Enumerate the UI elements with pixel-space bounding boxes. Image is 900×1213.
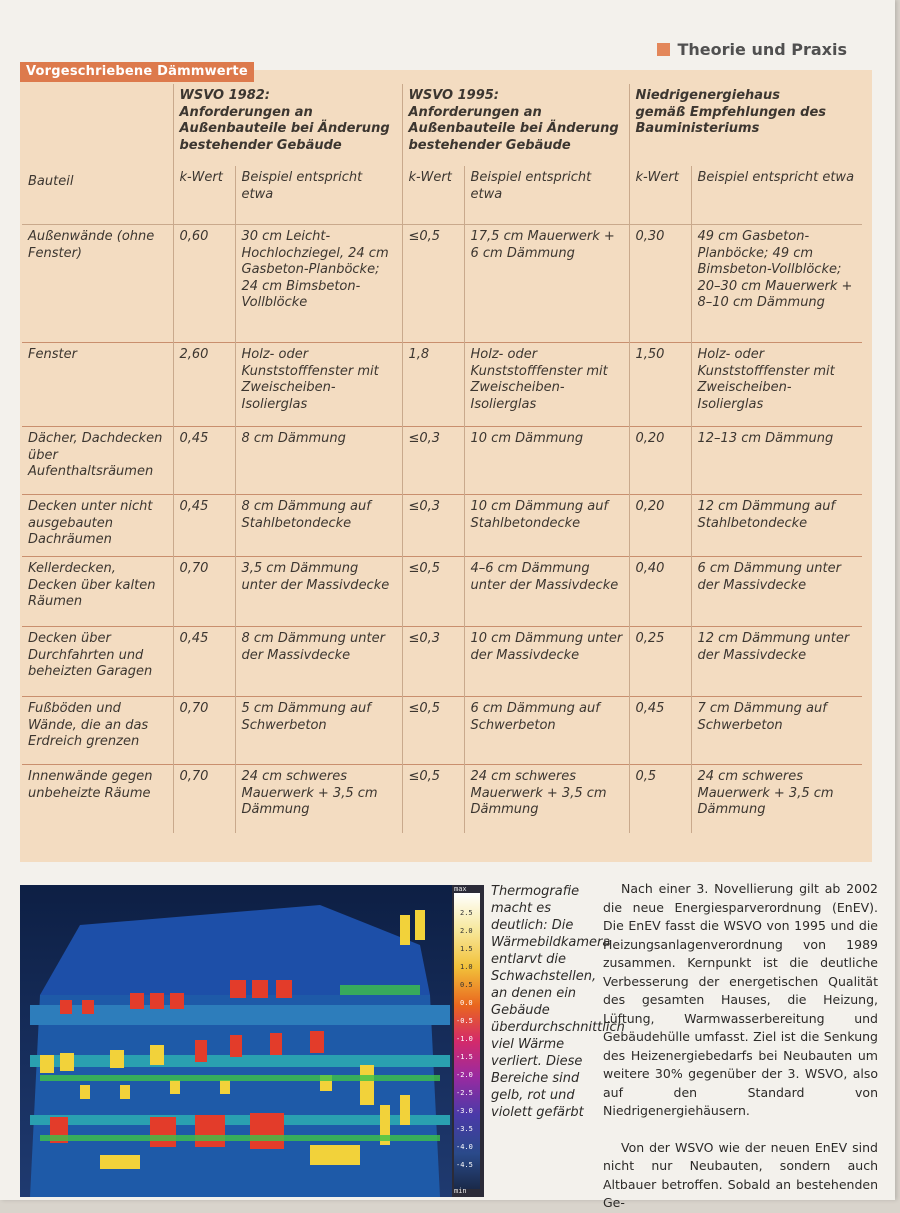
group-header-wsvo-1995: WSVO 1995: Anforderungen an Außenbauteile bei Änderung bestehender Gebäude [402,84,629,166]
row-kwert-1982: 0,70 [173,697,235,765]
scale-min-label: min [454,1187,467,1195]
row-beispiel-neh: 12–13 cm Dämmung [691,427,862,495]
row-beispiel-1982: Holz- oder Kunststofffenster mit Zweischeiben-Isolierglas [235,343,402,427]
column-header-beispiel-2: Beispiel entspricht etwa [464,166,629,225]
table-row [22,765,862,833]
scale-tick: 1.0 [460,963,473,971]
photo-caption: Thermografie macht es deutlich: Die Wärmebildkamera entlarvt die Schwachstellen, an denen ein Gebäude überdurchschnittlich viel Wärme verliert. Diese Bereiche sind gelb, rot und violett gefärbt [491,884,625,1120]
scale-tick: -2.0 [456,1071,473,1079]
row-bauteil: Decken unter nicht ausgebauten Dachräumen [22,495,173,557]
row-beispiel-1982: 5 cm Dämmung auf Schwerbeton [235,697,402,765]
row-kwert-1995: ≤0,3 [402,427,464,495]
row-kwert-1995: ≤0,5 [402,557,464,627]
group-header-niedrigenergiehaus: Niedrigenergiehaus gemäß Empfehlungen des Bauministeriums [629,84,862,166]
scale-tick: -3.0 [456,1107,473,1115]
row-bauteil: Innenwände gegen unbeheizte Räume [22,765,173,833]
section-header-text: Theorie und Praxis [677,40,847,59]
insulation-table [22,84,862,833]
table-row [22,225,862,343]
scale-tick: -4.0 [456,1143,473,1151]
scale-tick: -3.5 [456,1125,473,1133]
table-row [22,495,862,557]
row-beispiel-neh: 24 cm schweres Mauerwerk + 3,5 cm Dämmung [691,765,862,833]
row-kwert-neh: 0,40 [629,557,691,627]
row-kwert-1982: 0,45 [173,427,235,495]
row-beispiel-1982: 8 cm Dämmung unter der Massivdecke [235,627,402,697]
table-row [22,557,862,627]
row-kwert-1982: 0,45 [173,495,235,557]
table-row [22,427,862,495]
row-kwert-1982: 0,45 [173,627,235,697]
group-header-wsvo-1982: WSVO 1982: Anforderungen an Außenbauteile bei Änderung bestehender Gebäude [173,84,402,166]
row-beispiel-1995: 4–6 cm Dämmung unter der Massivdecke [464,557,629,627]
column-header-kwert-1: k-Wert [173,166,235,225]
row-kwert-neh: 1,50 [629,343,691,427]
scale-tick: 0.5 [460,981,473,989]
scale-tick: -4.5 [456,1161,473,1169]
row-kwert-1982: 0,60 [173,225,235,343]
row-bauteil: Dächer, Dachdecken über Aufenthaltsräumen [22,427,173,495]
row-kwert-1995: 1,8 [402,343,464,427]
row-beispiel-neh: Holz- oder Kunststofffenster mit Zweischeiben-Isolierglas [691,343,862,427]
scale-tick: 1.5 [460,945,473,953]
row-beispiel-1982: 24 cm schweres Mauerwerk + 3,5 cm Dämmung [235,765,402,833]
scale-tick: 2.5 [460,909,473,917]
row-kwert-1982: 0,70 [173,557,235,627]
row-kwert-1995: ≤0,3 [402,495,464,557]
column-header-beispiel-1: Beispiel entspricht etwa [235,166,402,225]
row-kwert-1982: 2,60 [173,343,235,427]
scale-tick: -0.5 [456,1017,473,1025]
row-kwert-neh: 0,45 [629,697,691,765]
row-beispiel-1995: 24 cm schweres Mauerwerk + 3,5 cm Dämmung [464,765,629,833]
section-header [657,40,848,59]
row-beispiel-neh: 49 cm Gasbeton-Planböcke; 49 cm Bimsbeton-Vollblöcke; 20–30 cm Mauerwerk + 8–10 cm Dämmung [691,225,862,343]
row-beispiel-neh: 12 cm Dämmung auf Stahlbetondecke [691,495,862,557]
row-kwert-1995: ≤0,5 [402,765,464,833]
panel-title: Vorgeschriebene Dämmwerte [20,62,254,82]
table-row [22,627,862,697]
thermography-scale [452,885,484,1197]
scale-tick: -1.0 [456,1035,473,1043]
row-beispiel-1982: 8 cm Dämmung [235,427,402,495]
scale-max-label: max [454,885,467,893]
row-bauteil: Kellerdecken, Decken über kalten Räumen [22,557,173,627]
section-marker-icon [657,43,670,56]
table-group-header-row [22,84,862,166]
row-beispiel-1982: 8 cm Dämmung auf Stahlbetondecke [235,495,402,557]
thermography-image-icon [20,885,452,1197]
row-kwert-neh: 0,30 [629,225,691,343]
row-kwert-1982: 0,70 [173,765,235,833]
row-bauteil: Fenster [22,343,173,427]
paragraph: Nach einer 3. Novellierung gilt ab 2002 die neue Energiesparverordnung (EnEV). Die EnEV fasst die WSVO von 1995 und die Heizungsanlagenverordnung von 1989 zusammen. Kernpunkt ist die deutliche Verbesserung der energetischen Qualität des gesamten Hauses, die Heizung, Lüftung, Warmwasserbereitung und Gebäudehülle umfasst. Ziel ist die Senkung des Heizenergiebedarfs bei Neubauten um weitere 30% gegenüber der 3. WSVO, also auf den Standard von Niedrigenergiehäusern. [603,881,878,1118]
paragraph: Von der WSVO wie der neuen EnEV sind nicht nur Neubauten, sondern auch Altbauer betroffen. Sobald an bestehenden Ge- [603,1139,878,1210]
row-kwert-1995: ≤0,3 [402,627,464,697]
thermography-photo [20,885,482,1197]
column-header-beispiel-3: Beispiel entspricht etwa [691,166,862,225]
row-beispiel-1995: 6 cm Dämmung auf Schwerbeton [464,697,629,765]
table-row [22,343,862,427]
column-header-bauteil: Bauteil [22,84,173,225]
row-beispiel-1995: Holz- oder Kunststofffenster mit Zweischeiben-Isolierglas [464,343,629,427]
row-kwert-neh: 0,20 [629,427,691,495]
row-beispiel-1995: 10 cm Dämmung unter der Massivdecke [464,627,629,697]
row-kwert-neh: 0,5 [629,765,691,833]
row-beispiel-neh: 6 cm Dämmung unter der Massivdecke [691,557,862,627]
row-kwert-neh: 0,20 [629,495,691,557]
scale-tick: -2.5 [456,1089,473,1097]
row-bauteil: Außenwände (ohne Fenster) [22,225,173,343]
body-text [603,880,878,1213]
table-row [22,697,862,765]
scale-tick: 2.0 [460,927,473,935]
row-kwert-neh: 0,25 [629,627,691,697]
row-beispiel-neh: 7 cm Dämmung auf Schwerbeton [691,697,862,765]
row-beispiel-1995: 17,5 cm Mauerwerk + 6 cm Dämmung [464,225,629,343]
column-header-kwert-3: k-Wert [629,166,691,225]
scale-tick: -1.5 [456,1053,473,1061]
column-header-kwert-2: k-Wert [402,166,464,225]
row-beispiel-1982: 3,5 cm Dämmung unter der Massivdecke [235,557,402,627]
row-bauteil: Decken über Durchfahrten und beheizten Garagen [22,627,173,697]
row-beispiel-1995: 10 cm Dämmung auf Stahlbetondecke [464,495,629,557]
row-beispiel-1995: 10 cm Dämmung [464,427,629,495]
row-kwert-1995: ≤0,5 [402,225,464,343]
scale-tick: 0.0 [460,999,473,1007]
row-beispiel-neh: 12 cm Dämmung unter der Massivdecke [691,627,862,697]
row-kwert-1995: ≤0,5 [402,697,464,765]
row-beispiel-1982: 30 cm Leicht-Hochlochziegel, 24 cm Gasbeton-Planböcke; 24 cm Bimsbeton-Vollblöcke [235,225,402,343]
row-bauteil: Fußböden und Wände, die an das Erdreich grenzen [22,697,173,765]
